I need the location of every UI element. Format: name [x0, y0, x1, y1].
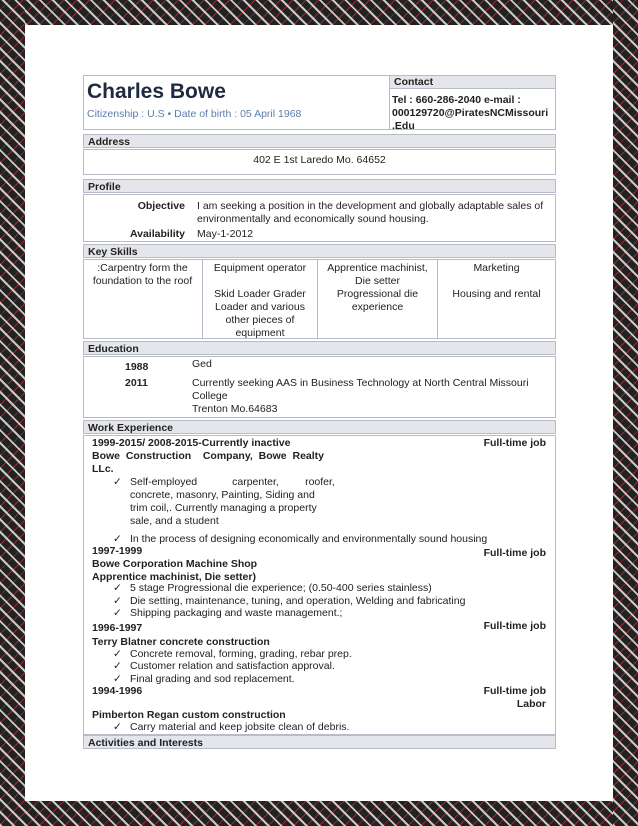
job3-type: Full-time job: [483, 620, 546, 632]
job3-dates: 1996-1997: [92, 622, 143, 634]
job4-dates: 1994-1996: [92, 685, 143, 697]
check-icon: ✓: [113, 607, 122, 619]
skill-equipment: [203, 262, 317, 340]
skill-carpentry-line2: foundation to the roof: [92, 275, 193, 287]
job2-type: Full-time job: [483, 547, 546, 559]
job1-bullet1-line2: concrete, masonry, Painting, Siding and: [130, 489, 315, 501]
job2-bullet1-text: 5 stage Progressional die experience; (0.50-400 series stainless): [130, 582, 432, 594]
skill-carpentry: [85, 262, 200, 288]
job1-bullet1-line3: trim coil,. Currently managing a property: [130, 502, 317, 514]
job1-bullet1: [113, 476, 127, 489]
skill-marketing: [438, 262, 555, 301]
skill-machinist: [318, 262, 437, 314]
education-year-1988: 1988: [125, 361, 149, 373]
objective-text-line1: I am seeking a position in the development and globally adaptable sales of: [197, 200, 544, 212]
education-aas-line3: Trenton Mo.64683: [192, 403, 278, 415]
skill-marketing-line2: Housing and rental: [452, 288, 541, 300]
job3-bullet2: [113, 660, 127, 673]
education-year-2011: 2011: [125, 377, 148, 389]
skill-equipment-line2: Skid Loader Grader: [214, 288, 306, 300]
check-icon: ✓: [113, 673, 122, 685]
objective-text-line2: environmentally and economically sound housing.: [197, 213, 429, 225]
contact-email-domain: .Edu: [392, 120, 415, 132]
check-icon: ✓: [113, 533, 122, 545]
contact-email[interactable]: 000129720@PiratesNCMissouri: [392, 107, 549, 119]
skill-machinist-line4: experience: [351, 301, 404, 313]
job1-type: Full-time job: [483, 437, 546, 449]
citizenship-dob: Citizenship : U.S • Date of birth : 05 April 1968: [87, 108, 302, 120]
job3-company: Terry Blatner concrete construction: [92, 636, 270, 648]
availability-label: Availability: [129, 228, 185, 240]
decorative-border-bottom: [0, 801, 638, 826]
job1-bullet1-line4: sale, and a student: [130, 515, 219, 527]
check-icon: ✓: [113, 476, 122, 488]
profile-header: Profile: [83, 179, 556, 193]
check-icon: ✓: [113, 595, 122, 607]
job4-bullet1-text: Carry material and keep jobsite clean of debris.: [130, 721, 350, 733]
check-icon: ✓: [113, 648, 122, 660]
job2-bullet1: [113, 582, 127, 595]
job3-bullet2-text: Customer relation and satisfaction approval.: [130, 660, 335, 672]
job2-dates: 1997-1999: [92, 545, 143, 557]
skill-machinist-line1: Apprentice machinist,: [327, 262, 428, 274]
job2-company: Bowe Corporation Machine Shop: [92, 558, 258, 570]
education-header: Education: [83, 341, 556, 355]
key-skills-header: Key Skills: [83, 244, 556, 258]
job2-role: Apprentice machinist, Die setter): [92, 571, 256, 583]
activities-header: Activities and Interests: [83, 735, 556, 749]
address-value: 402 E 1st Laredo Mo. 64652: [253, 154, 386, 166]
decorative-border-left: [0, 0, 25, 826]
address-header: Address: [83, 134, 556, 148]
job4-bullet1: [113, 721, 127, 734]
work-experience-header: Work Experience: [83, 420, 556, 434]
skill-machinist-line2: Die setter: [355, 275, 400, 287]
job2-bullet2-text: Die setting, maintenance, tuning, and operation, Welding and fabricating: [130, 595, 466, 607]
availability-value: May-1-2012: [197, 228, 254, 240]
skill-equipment-line5: equipment: [235, 327, 285, 339]
job1-bullet1-line1: Self-employed carpenter, roofer,: [130, 476, 335, 488]
job4-company: Pimberton Regan custom construction: [92, 709, 286, 721]
job1-dates: 1999-2015/ 2008-2015-Currently inactive: [92, 437, 291, 449]
skill-marketing-line1: Marketing: [473, 262, 520, 274]
check-icon: ✓: [113, 660, 122, 672]
skill-equipment-line1: Equipment operator: [213, 262, 307, 274]
candidate-name: Charles Bowe: [87, 80, 226, 103]
decorative-border-right: [613, 0, 638, 826]
job2-bullet3-text: Shipping packaging and waste management.;: [130, 607, 343, 619]
check-icon: ✓: [113, 721, 122, 733]
job3-bullet1-text: Concrete removal, forming, grading, rebar prep.: [130, 648, 352, 660]
skill-carpentry-line1: :Carpentry form the: [97, 262, 188, 274]
decorative-border-top: [0, 0, 638, 25]
education-ged: Ged: [192, 358, 212, 370]
skill-machinist-line3: Progressional die: [336, 288, 419, 300]
contact-phone-email: Tel : 660-286-2040 e-mail :: [392, 94, 521, 106]
education-aas-line2: College: [192, 390, 228, 402]
skill-equipment-line3: Loader and various: [215, 301, 305, 313]
job4-type-line1: Full-time job: [483, 685, 546, 697]
job2-bullet3: [113, 607, 127, 620]
check-icon: ✓: [113, 582, 122, 594]
job1-company-line1: Bowe Construction Company, Bowe Realty: [92, 450, 324, 462]
education-aas-line1: Currently seeking AAS in Business Technology at North Central Missouri: [192, 377, 529, 389]
skill-equipment-line4: other pieces of: [225, 314, 295, 326]
job4-type-line2: Labor: [516, 698, 546, 710]
job3-bullet3-text: Final grading and sod replacement.: [130, 673, 295, 685]
objective-label: Objective: [137, 200, 185, 212]
contact-label: Contact: [394, 76, 434, 88]
job1-company-line2: LLc.: [92, 463, 114, 475]
job1-bullet2-text: In the process of designing economically and environmentally sound housing: [130, 533, 488, 545]
